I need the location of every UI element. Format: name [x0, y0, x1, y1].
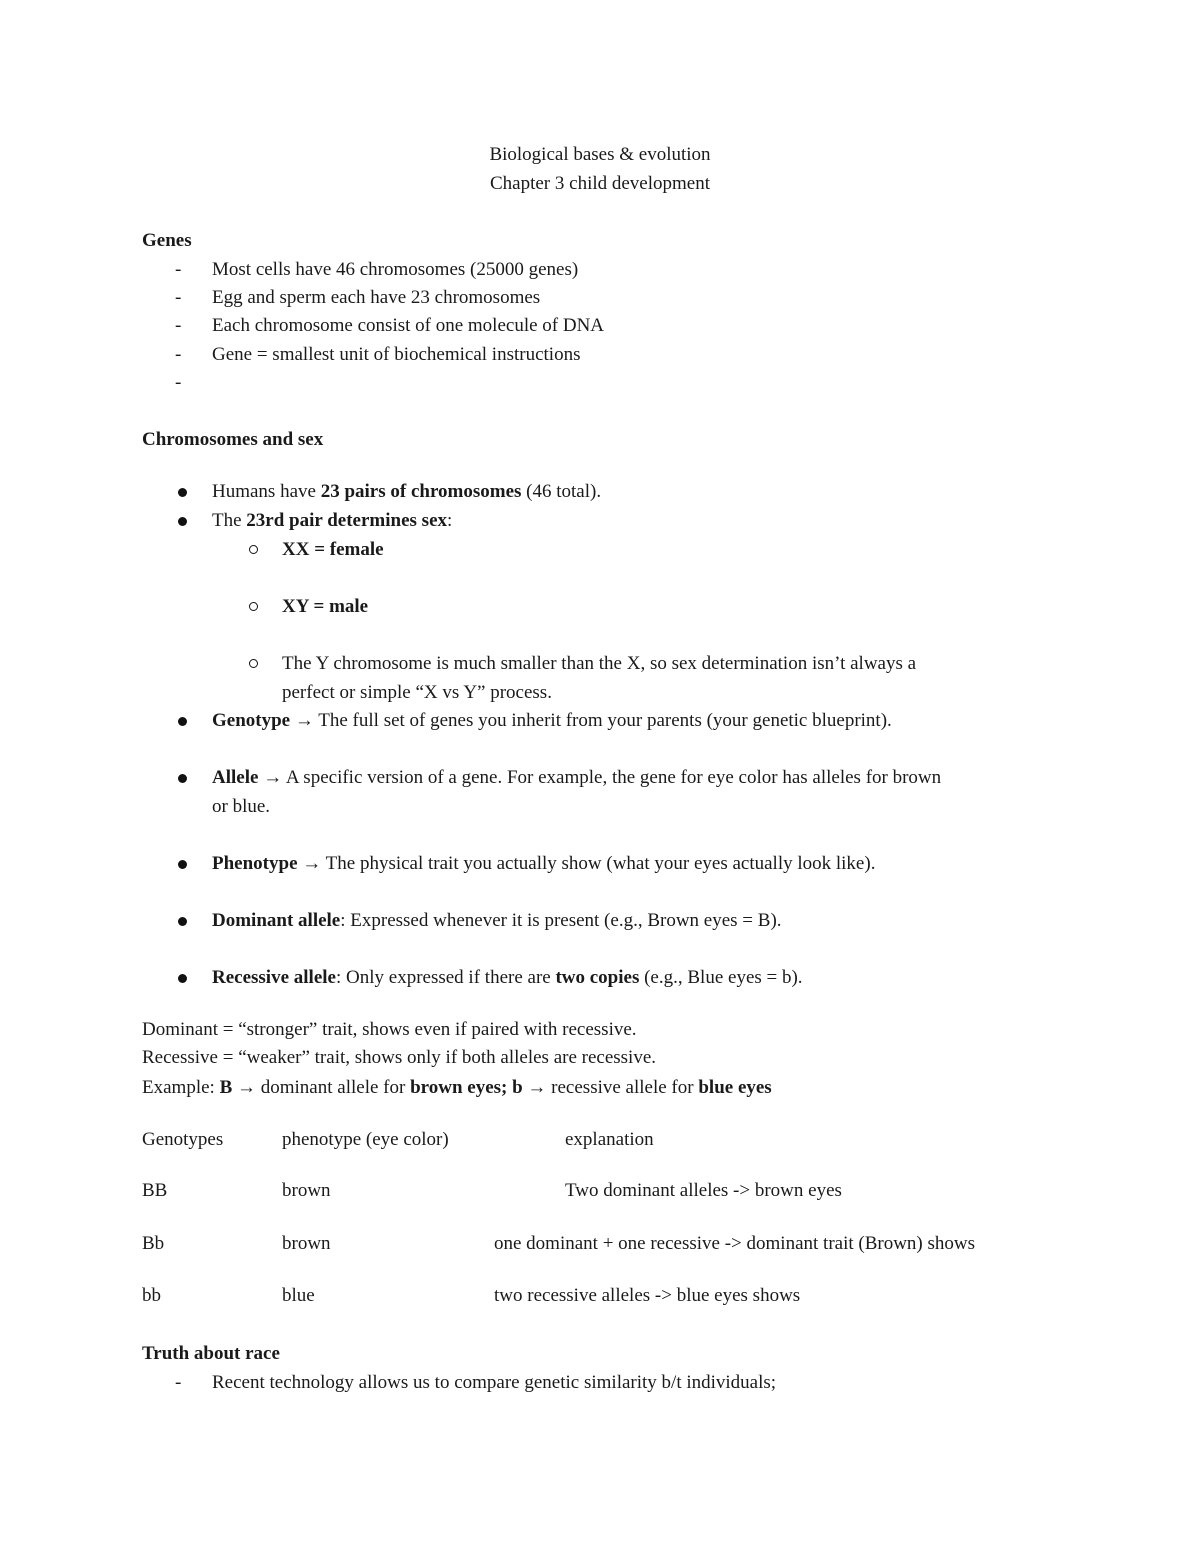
genes-item: Most cells have 46 chromosomes (25000 genes) [212, 259, 579, 280]
list-dash: - [175, 287, 182, 308]
genes-heading: Genes [142, 230, 192, 251]
genes-item: Each chromosome consist of one molecule of DNA [212, 315, 605, 336]
table-cell: two recessive alleles -> blue eyes shows [494, 1285, 801, 1306]
race-heading: Truth about race [142, 1343, 280, 1364]
bullet-dominant: Dominant allele: Expressed whenever it is present (e.g., Brown eyes = B). [212, 910, 782, 931]
table-cell: bb [142, 1285, 161, 1306]
bullet-humans-pairs: Humans have 23 pairs of chromosomes (46 total). [212, 481, 602, 502]
doc-title: Biological bases & evolution [489, 144, 711, 165]
list-dash: - [175, 259, 182, 280]
table-header-cell: explanation [565, 1129, 654, 1150]
sub-bullet-y-chromosome-cont: perfect or simple “X vs Y” process. [282, 682, 552, 703]
chromosomes-heading: Chromosomes and sex [142, 429, 324, 450]
bullet-icon [178, 917, 187, 926]
list-dash: - [175, 315, 182, 336]
note-recessive: Recessive = “weaker” trait, shows only if both alleles are recessive. [142, 1047, 657, 1068]
bullet-icon [178, 488, 187, 497]
table-cell: blue [282, 1285, 315, 1306]
note-example: Example: B → dominant allele for brown eyes; b → recessive allele for blue eyes [142, 1077, 772, 1098]
bullet-icon [178, 860, 187, 869]
table-cell: Bb [142, 1233, 165, 1254]
note-dominant: Dominant = “stronger” trait, shows even if paired with recessive. [142, 1019, 637, 1040]
sub-bullet-xx: XX = female [282, 539, 384, 560]
sub-bullet-xy: XY = male [282, 596, 369, 617]
doc-subtitle: Chapter 3 child development [489, 173, 711, 194]
genes-item: Egg and sperm each have 23 chromosomes [212, 287, 541, 308]
table-cell: brown [282, 1180, 331, 1201]
table-cell: BB [142, 1180, 168, 1201]
table-cell: brown [282, 1233, 331, 1254]
bullet-icon [178, 974, 187, 983]
table-header-cell: phenotype (eye color) [282, 1129, 449, 1150]
bullet-allele: Allele → A specific version of a gene. For example, the gene for eye color has alleles for brown [212, 767, 942, 788]
list-dash: - [175, 372, 182, 393]
list-dash: - [175, 1372, 182, 1393]
bullet-phenotype: Phenotype → The physical trait you actually show (what your eyes actually look like). [212, 853, 876, 874]
hollow-bullet-icon [249, 545, 258, 554]
sub-bullet-y-chromosome: The Y chromosome is much smaller than the X, so sex determination isn’t always a [282, 653, 917, 674]
table-cell: Two dominant alleles -> brown eyes [565, 1180, 842, 1201]
genes-item: Gene = smallest unit of biochemical instructions [212, 344, 581, 365]
table-cell: one dominant + one recessive -> dominant trait (Brown) shows [494, 1233, 976, 1254]
bullet-icon [178, 717, 187, 726]
hollow-bullet-icon [249, 602, 258, 611]
list-dash: - [175, 344, 182, 365]
race-item: Recent technology allows us to compare genetic similarity b/t individuals; [212, 1372, 777, 1393]
bullet-icon [178, 517, 187, 526]
bullet-allele-cont: or blue. [212, 796, 271, 817]
hollow-bullet-icon [249, 659, 258, 668]
bullet-23rd-pair: The 23rd pair determines sex: [212, 510, 453, 531]
bullet-recessive: Recessive allele: Only expressed if there are two copies (e.g., Blue eyes = b). [212, 967, 803, 988]
bullet-genotype: Genotype → The full set of genes you inherit from your parents (your genetic blueprint). [212, 710, 892, 731]
bullet-icon [178, 774, 187, 783]
table-header-cell: Genotypes [142, 1129, 224, 1150]
